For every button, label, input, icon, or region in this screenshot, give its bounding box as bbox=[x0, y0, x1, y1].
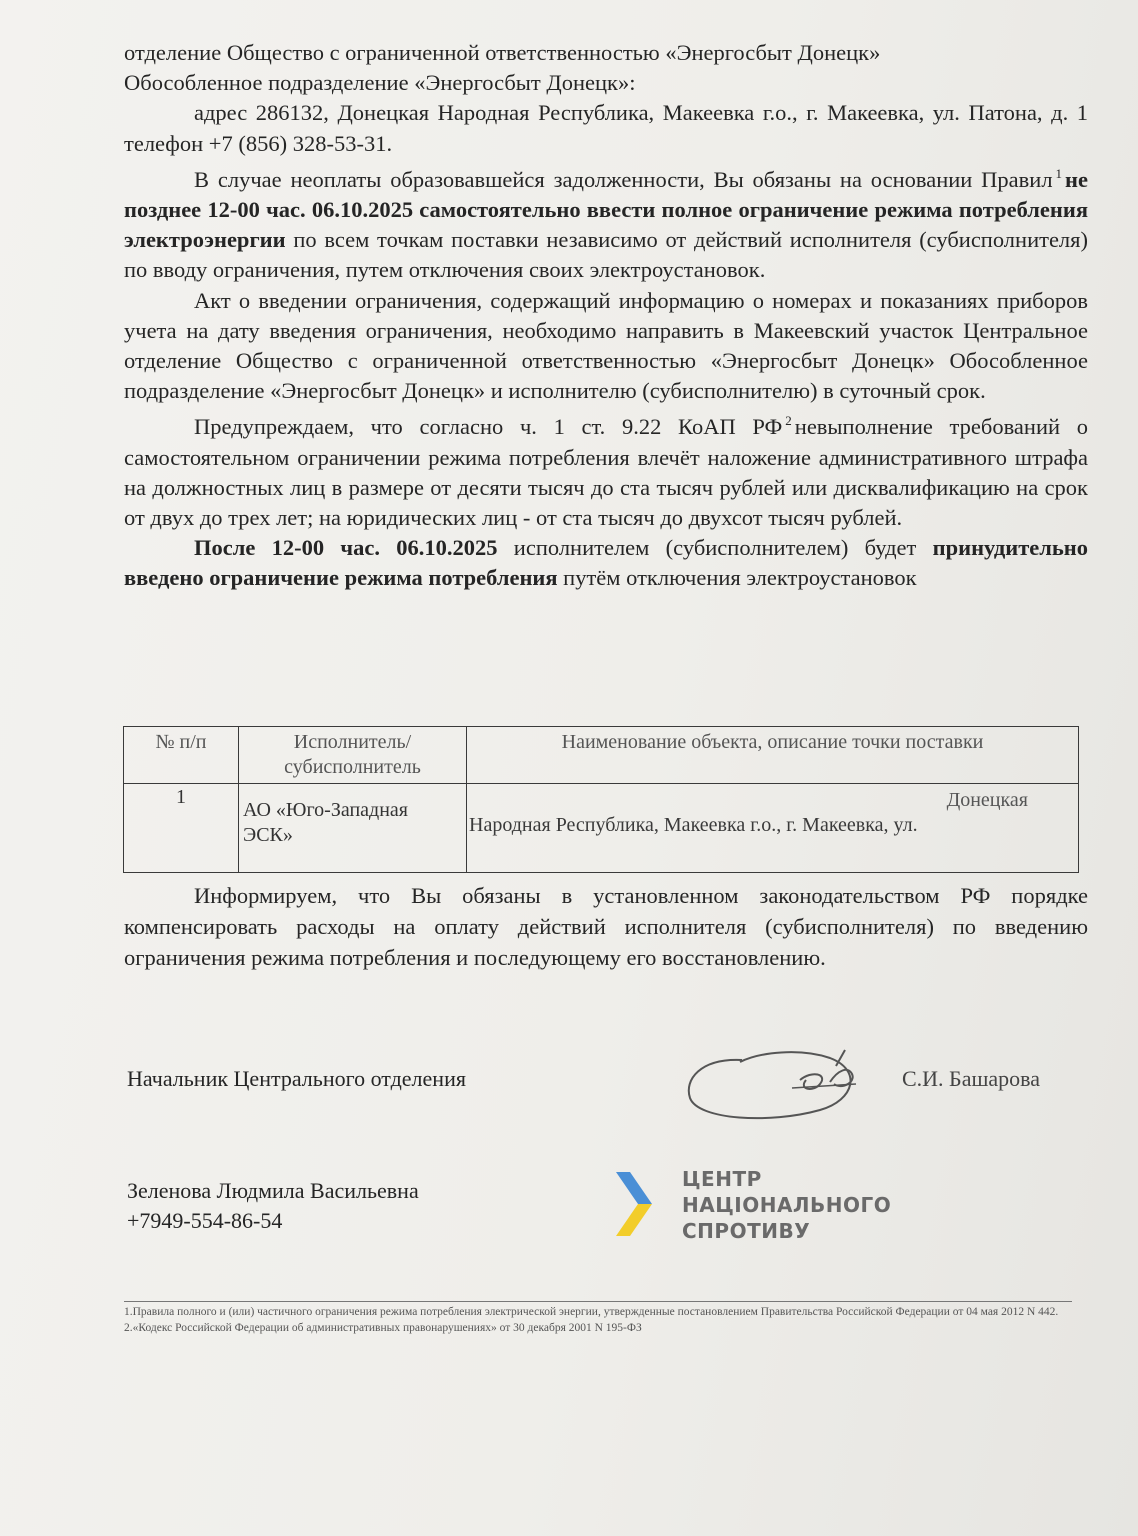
forced-deadline-bold: После 12-00 час. 06.10.2025 bbox=[194, 535, 498, 561]
footnote-ref-1: 1 bbox=[1055, 165, 1063, 181]
paragraph-obligation bbox=[124, 159, 1088, 286]
warning-text-start: Предупреждаем, что согласно ч. 1 ст. 9.22 КоАП РФ bbox=[194, 414, 783, 440]
paragraph-compensation: Информируем, что Вы обязаны в установленном законодательством РФ порядке компенсировать расходы на оплату действий исполнителя (субисполнителя) по введению ограничения режима потребления и последующему его восстановлению. bbox=[124, 883, 1088, 970]
paragraph-forced-restriction bbox=[124, 533, 1088, 593]
object-line-2: Народная Республика, Макеевка г.о., г. Макеевка, ул. bbox=[469, 814, 918, 836]
executor-name: Зеленова Людмила Васильевна bbox=[127, 1178, 419, 1203]
letter-body bbox=[124, 38, 1088, 594]
header-performer: Исполнитель/ субисполнитель bbox=[239, 727, 467, 784]
paragraph-act: Акт о введении ограничения, содержащий информацию о номерах и показаниях приборов учета на дату введения ограничения, необходимо направить в Макеевский участок Центральное отделение Общество с ограниченной ответственностью «Энергосбыт Донецк» Обособленное подразделение «Энергосбыт Донецк» и исполнителю (субисполнителю) в суточный срок. bbox=[124, 287, 1088, 404]
signatory-name: С.И. Башарова bbox=[902, 1066, 1041, 1091]
watermark-line-2: НАЦІОНАЛЬНОГО bbox=[682, 1193, 892, 1217]
header-number: № п/п bbox=[124, 727, 239, 784]
paragraph-address: адрес 286132, Донецкая Народная Республика, Макеевка г.о., г. Макеевка, ул. Патона, д. 1 телефон +7 (856) 328-53-31. bbox=[124, 100, 1088, 156]
executor-block bbox=[127, 1176, 419, 1236]
handwritten-signature bbox=[680, 1040, 880, 1130]
recipient-line-2: Обособленное подразделение «Энергосбыт Донецк»: bbox=[124, 70, 636, 96]
cell-performer: АО «Юго-Западная ЭСК» bbox=[239, 784, 467, 873]
header-object: Наименование объекта, описание точки поставки bbox=[467, 727, 1079, 784]
recipient-line-1: отделение Общество с ограниченной ответственностью «Энергосбыт Донецк» bbox=[124, 40, 881, 65]
signatory-position: Начальник Центрального отделения bbox=[127, 1066, 466, 1091]
forced-text-mid: исполнителем (субисполнителем) будет bbox=[513, 535, 917, 561]
footnote-ref-2: 2 bbox=[785, 413, 792, 429]
paragraph-recipient bbox=[124, 38, 1088, 98]
supply-points-table bbox=[123, 726, 1079, 873]
obligation-text-start: В случае неоплаты образовавшейся задолженности, Вы обязаны на основании Правил bbox=[194, 166, 1053, 192]
footnote-1: 1.Правила полного и (или) частичного ограничения режима потребления электрической энергии, утвержденные постановлением Правительства Российской Федерации от 04 мая 2012 N 442. bbox=[124, 1306, 1059, 1318]
footnote-2: 2.«Кодекс Российской Федерации об административных правонарушениях» от 30 декабря 2001 N 195-ФЗ bbox=[124, 1322, 642, 1334]
table-header-row bbox=[124, 727, 1079, 784]
forced-text-end: путём отключения электроустановок bbox=[563, 565, 917, 591]
obligation-text-end: по всем точкам поставки независимо от действий исполнителя (субисполнителя) по вводу ограничения, путем отключения своих электроустановок. bbox=[124, 227, 1088, 283]
footnote-divider bbox=[124, 1301, 1072, 1302]
chevron-logo-icon bbox=[612, 1168, 668, 1240]
object-line-1: Донецкая bbox=[946, 789, 1028, 811]
watermark-text bbox=[682, 1166, 891, 1244]
cell-number: 1 bbox=[124, 784, 239, 873]
obligation-deadline-bold: не позднее 12-00 час. 06.10.2025 самостоятельно ввести полное ограничение режима потребления электроэнергии bbox=[124, 166, 1088, 253]
watermark-line-1: ЦЕНТР bbox=[682, 1167, 762, 1191]
executor-phone: +7949-554-86-54 bbox=[127, 1208, 283, 1233]
paragraph-warning bbox=[124, 406, 1088, 533]
warning-text-end: невыполнение требований о самостоятельном ограничении режима потребления влечёт наложение административного штрафа на должностных лиц в размере от десяти тысяч до ста тысяч рублей или дисквалификацию на срок от двух до трех лет; на юридических лиц - от ста тысяч до двухсот тысяч рублей. bbox=[124, 414, 1088, 531]
forced-restriction-bold: принудительно введено ограничение режима потребления bbox=[124, 535, 1089, 591]
footnotes bbox=[124, 1304, 1084, 1336]
table-row bbox=[124, 784, 1079, 873]
watermark-line-3: СПРОТИВУ bbox=[682, 1219, 811, 1243]
cell-object bbox=[467, 784, 1079, 873]
watermark-logo bbox=[612, 1166, 932, 1246]
